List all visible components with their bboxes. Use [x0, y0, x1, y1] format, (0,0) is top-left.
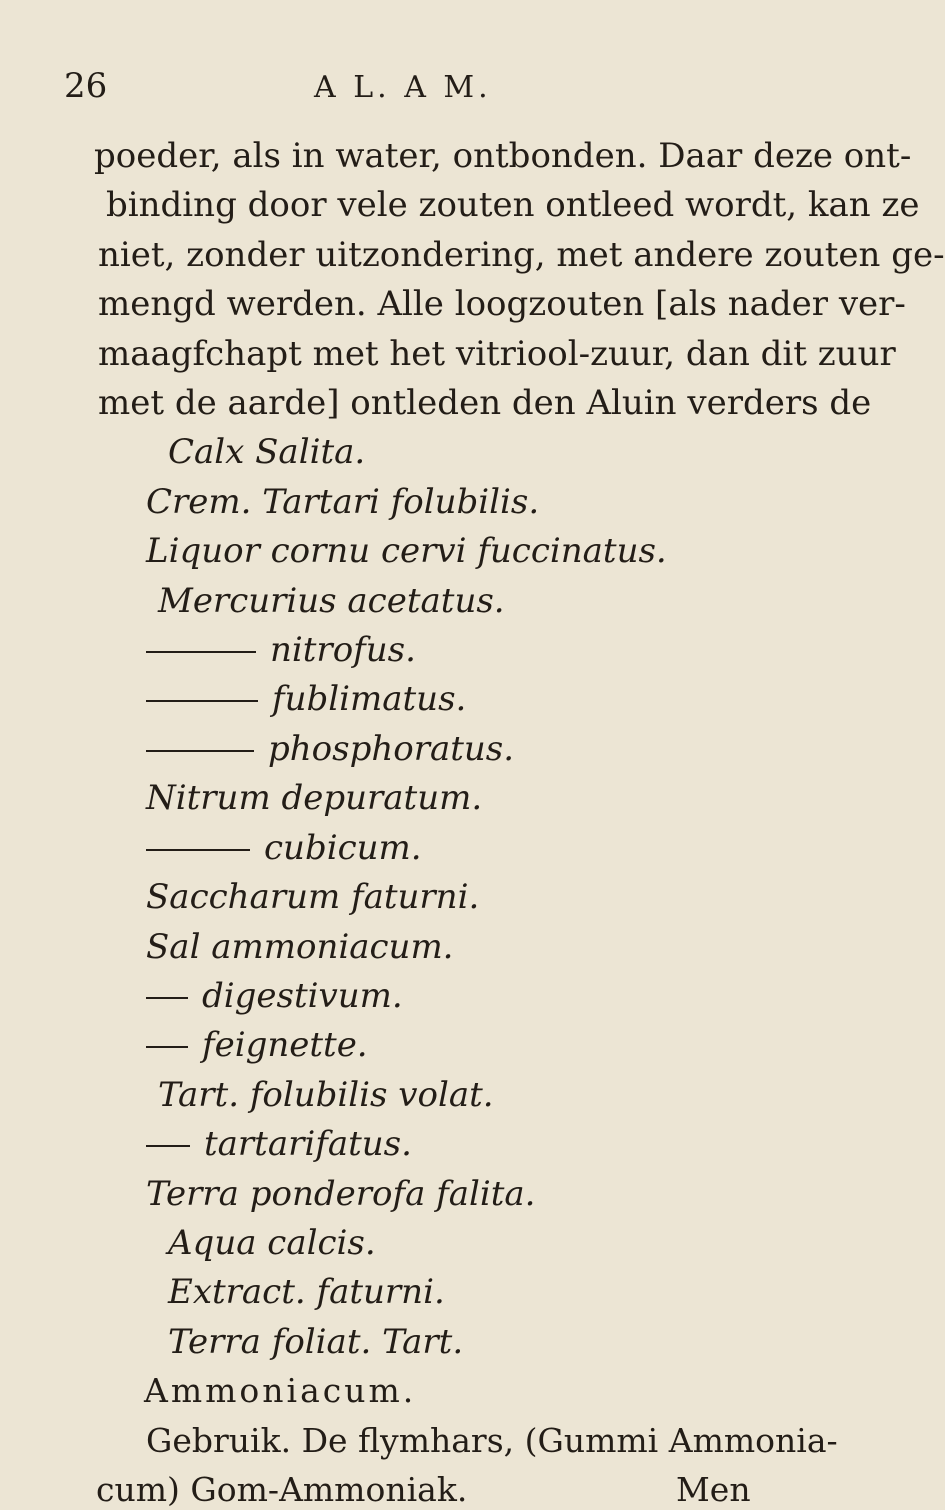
ditto-dash — [146, 700, 258, 702]
paragraph-line: mengd werden. Alle loogzouten [als nader ver- — [98, 284, 906, 324]
ditto-dash — [146, 750, 254, 752]
list-item: phosphoratus. — [146, 729, 514, 769]
section-title: Ammoniacum. — [144, 1371, 417, 1410]
list-item: Terra foliat. Tart. — [168, 1322, 464, 1362]
list-item: Aqua calcis. — [168, 1223, 376, 1263]
paragraph-line: met de aarde] ontleden den Aluin verders de — [98, 383, 872, 423]
list-item: digestivum. — [146, 976, 403, 1016]
page-header — [64, 66, 724, 116]
running-title: A L. A M. — [314, 70, 492, 105]
list-item: Extract. faturni. — [168, 1272, 445, 1312]
ditto-dash — [146, 997, 188, 999]
list-item: cubicum. — [146, 828, 422, 868]
catchword: Men — [676, 1470, 751, 1509]
paragraph-line: poeder, als in water, ontbonden. Daar deze ont- — [94, 136, 912, 176]
paragraph-line: maagfchapt met het vitriool-zuur, dan dit zuur — [98, 334, 896, 374]
page-number: 26 — [64, 66, 108, 106]
ditto-dash — [146, 651, 256, 653]
ditto-dash — [146, 1145, 190, 1147]
paragraph-line: binding door vele zouten ontleed wordt, kan ze — [106, 185, 920, 225]
list-item: Sal ammoniacum. — [146, 927, 454, 967]
list-item: Saccharum faturni. — [146, 877, 480, 917]
list-item: feignette. — [146, 1025, 368, 1065]
list-item: Tart. folubilis volat. — [158, 1075, 494, 1115]
list-item: tartarifatus. — [146, 1124, 412, 1164]
list-item: nitrofus. — [146, 630, 416, 670]
ditto-dash — [146, 849, 250, 851]
list-item: Calx Salita. — [168, 432, 366, 472]
list-item: Crem. Tartari folubilis. — [146, 482, 540, 522]
paragraph-line: niet, zonder uitzondering, met andere zouten ge- — [98, 235, 945, 275]
list-item: Nitrum depuratum. — [146, 778, 483, 818]
list-item: fublimatus. — [146, 679, 466, 719]
ditto-dash — [146, 1046, 188, 1048]
list-item: Terra ponderofa falita. — [146, 1174, 536, 1214]
gebruik-line: cum) Gom-Ammoniak. — [96, 1470, 468, 1509]
list-item: Mercurius acetatus. — [158, 581, 505, 621]
list-item: Liquor cornu cervi fuccinatus. — [146, 531, 667, 571]
gebruik-line: Gebruik. De flymhars, (Gummi Ammonia- — [146, 1421, 838, 1460]
